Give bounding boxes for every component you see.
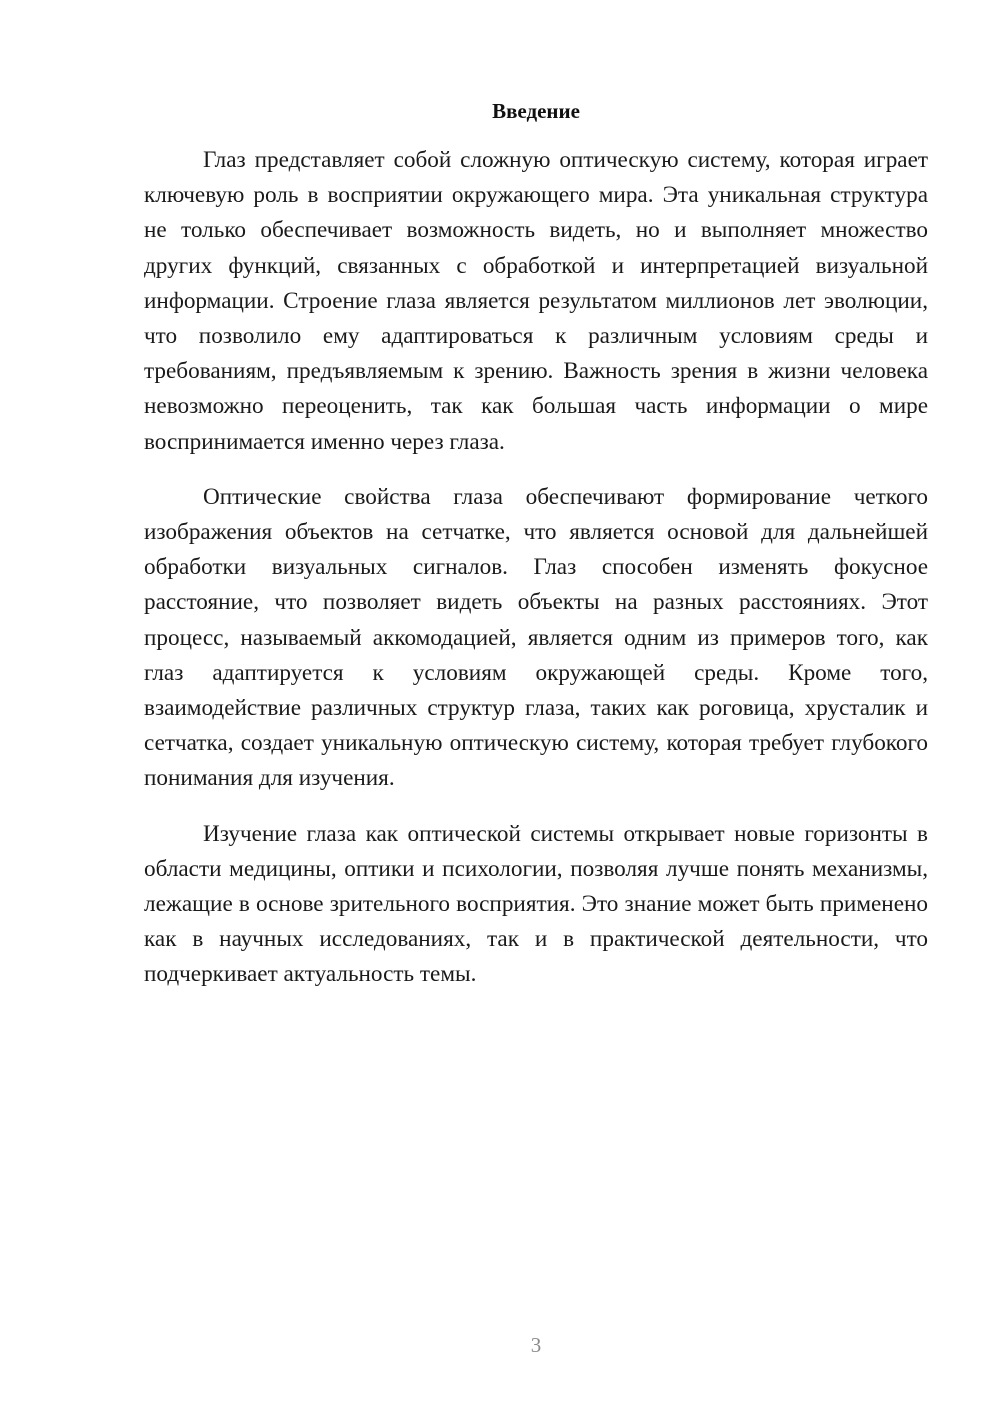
paragraph-3: Изучение глаза как оптической системы открывает новые горизонты в области медицины, оптики и психологии, позволяя лучше понять механизмы, лежащие в основе зрительного восприятия. Это знание может быть применено как в научных исследованиях, так и в практической деятельности, что подчеркивает актуальность темы. <box>144 820 928 988</box>
page-number: 3 <box>530 1333 542 1357</box>
section-heading: Введение <box>492 99 580 123</box>
body-text <box>144 143 928 1013</box>
paragraph-1: Глаз представляет собой сложную оптическую систему, которая играет ключевую роль в восприятии окружающего мира. Эта уникальная структура не только обеспечивает возможность видеть, но и выполняет множество других функций, связанных с обработкой и интерпретацией визуальной информации. Строение глаза является результатом миллионов лет эволюции, что позволило ему адаптироваться к различным условиям среды и требованиям, предъявляемым к зрению. Важность зрения в жизни человека невозможно переоценить, так как большая часть информации о мире воспринимается именно через глаза. <box>144 147 928 455</box>
paragraph-2: Оптические свойства глаза обеспечивают формирование четкого изображения объектов на сетчатке, что является основой для дальнейшей обработки визуальных сигналов. Глаз способен изменять фокусное расстояние, что позволяет видеть объекты на разных расстояниях. Этот процесс, называемый аккомодацией, является одним из примеров того, как глаз адаптируется к условиям окружающей среды. Кроме того, взаимодействие различных структур глаза, таких как роговица, хрусталик и сетчатка, создает уникальную оптическую систему, которая требует глубокого понимания для изучения. <box>144 483 928 792</box>
